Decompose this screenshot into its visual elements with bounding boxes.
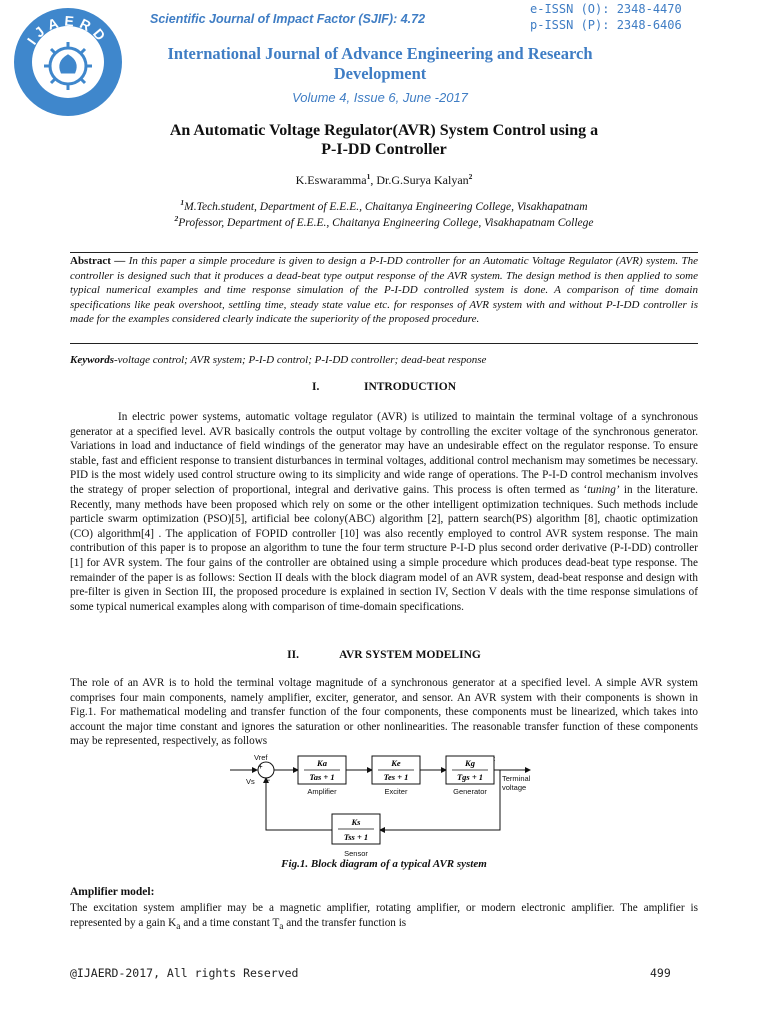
avr-modeling-paragraph: The role of an AVR is to hold the terminal voltage magnitude of a synchronous generator at a specified level. A simple AVR system comprises four main components, namely amplifier, exciter, generator, and sensor. An AVR system with their components is shown in Fig.1. For mathematical modeling and transfer function of the four components, these components must be linearized, which takes into account the major time constant and ignores the saturation or other nonlinearities. The reasonable transfer function of these components may be represented, respectively, as follows [70,677,698,748]
amp-text-1: The excitation system amplifier may be a magnetic amplifier, rotating amplifier, or modern electronic amplifier. The amplifier is represented by a gain K [70,902,698,929]
svg-text:Tes + 1: Tes + 1 [383,772,409,782]
affil-1-sup: 1 [180,198,185,207]
svg-text:Tas + 1: Tas + 1 [309,772,335,782]
keywords-text: -voltage control; AVR system; P-I-D control; P-I-DD controller; dead-beat response [114,354,487,366]
svg-text:Ka: Ka [317,758,327,768]
section-number: I. [311,381,320,393]
author-1-sup: 1 [366,172,371,181]
author-2-sup: 2 [468,172,473,181]
abstract [70,254,698,327]
affil-1-text: M.Tech.student, Department of E.E.E., Chaitanya Engineering College, Visakhapatnam [184,200,588,213]
svg-text:Kg: Kg [465,758,475,768]
logo-text: IJAERD [23,12,112,48]
p-issn: p-ISSN (P): 2348-6406 [530,18,682,32]
section-heading-avr-modeling [70,649,698,661]
minus-sign: − [265,775,271,785]
footer-copyright: @IJAERD-2017, All rights Reserved [70,966,299,980]
section-title: INTRODUCTION [363,381,456,393]
terminal-label: Terminal [502,774,531,783]
page-number: 499 [650,966,671,980]
paper-title [70,121,698,159]
amp-text-3: and the transfer function is [283,916,407,929]
intro-text-2: in the literature. Recently, many methods have been proposed which rely on some or the other intelligent optimization techniques. Such methods include particle swarm optimization (PSO)[5], artificial bee colony(ABC) algorithm [2], pattern search(PS) algorithm [8], chaotic optimization (CO) algorithm[4] . The application of FOPID controller [10] was also recently employed to control AVR system response. The main contribution of this paper is to propose an algorithm to tune the four term structure P-I-D plus second order derivative (P-I-DD) controller [1] for AVR system. The four gains of the controller are obtained using a simple procedure which produces dead-beat type response. The remainder of the paper is as follows: Section II deals with the block diagram model of an AVR system, dead-beat response and design with pre-filter is given in Section III, the proposed procedure is explained in section IV, Section V deals with the time response simulations of some typical numerical examples along with comparison of time-domain specifications. [70,483,698,613]
amp-text-2: and a time constant T [180,916,280,929]
generator-block [446,756,494,784]
section-number: II. [287,649,299,661]
amplifier-model-heading: Amplifier model: [70,886,155,898]
exciter-block [372,756,420,784]
affil-2-text: Professor, Department of E.E.E., Chaitanya Engineering College, Visakhapatnam College [178,216,594,229]
abstract-top-rule [70,252,698,253]
amplifier-block [298,756,346,784]
section-heading-introduction [70,381,698,393]
affil-2-sup: 2 [174,214,179,223]
voltage-label: voltage [502,783,527,792]
generator-label: Generator [453,787,487,796]
author-1: K.Eswaramma [295,173,367,187]
title-line-1: An Automatic Voltage Regulator(AVR) System Control using a [169,122,599,139]
vs-label: Vs [246,777,255,786]
sensor-label: Sensor [344,849,368,858]
svg-text:Ks: Ks [351,817,361,827]
figure-caption: Fig.1. Block diagram of a typical AVR system [281,858,487,870]
keywords [70,354,698,366]
abstract-bottom-rule [70,343,698,344]
amplifier-label: Amplifier [307,787,337,796]
keywords-label: Keywords [70,354,114,366]
journal-logo [12,6,124,118]
introduction-paragraph [70,410,698,614]
amplifier-model-paragraph [70,901,698,934]
svg-text:Ke: Ke [391,758,401,768]
avr-block-diagram [230,752,550,864]
sensor-block [332,814,380,844]
plus-sign: + [258,762,263,771]
affiliation-1 [70,198,698,213]
svg-text:Tgs + 1: Tgs + 1 [456,772,484,782]
section-title: AVR SYSTEM MODELING [339,649,481,661]
affiliation-2 [70,214,698,229]
e-issn: e-ISSN (O): 2348-4470 [530,2,682,16]
title-line-2: P-I-DD Controller [321,141,447,158]
journal-name: International Journal of Advance Engineering and Research Development [167,44,593,83]
abstract-label: Abstract — [70,255,126,267]
exciter-label: Exciter [384,787,408,796]
gear-bulb-icon [44,42,92,90]
intro-text: In electric power systems, automatic voltage regulator (AVR) is utilized to maintain the terminal voltage of a synchronous generator at a specified level. AVR basically controls the output voltage by controlling the exciter voltage of the synchronous generator. Variations in load and inductance of field windings of the generator may have an undesirable effect on the regulator response. To ensure stable, fast and efficient response to transient disturbances in terminal voltages, additional control mechanism may sometimes be necessary. PID is the most widely used control structure owing to its simplicity and wide range of operations. The P-I-D control mechanism involves the strategy of proper selection of proportional, integral and derivative gains. This process is often termed as ‘ [70,411,698,496]
author-list [70,172,698,188]
vref-label: Vref [254,753,268,762]
journal-volume: Volume 4, Issue 6, June -2017 [292,90,468,105]
intro-tuning: tuning’ [587,483,620,496]
author-2: , Dr.G.Surya Kalyan [370,173,469,187]
amp-sub-1: a [176,921,181,932]
amp-sub-2: a [279,921,284,932]
svg-text:Tss + 1: Tss + 1 [343,832,369,842]
sjif-impact-factor: Scientific Journal of Impact Factor (SJIF): 4.72 [150,12,426,26]
abstract-text: In this paper a simple procedure is given to design a P-I-DD controller for an Automatic Voltage Regulator (AVR) system. The controller is designed such that it produces a dead-beat type output response of the AVR system. The design method is then applied to some typical numerical examples and time response simulation of the P-I-DD controlled system is done. A comparison of time domain specifications like peak overshoot, settling time, steady state value etc. for responses of AVR system with and without P-I-DD controller is made for the examples considered clearly indicate the superiority of the proposed procedure. [70,255,698,325]
